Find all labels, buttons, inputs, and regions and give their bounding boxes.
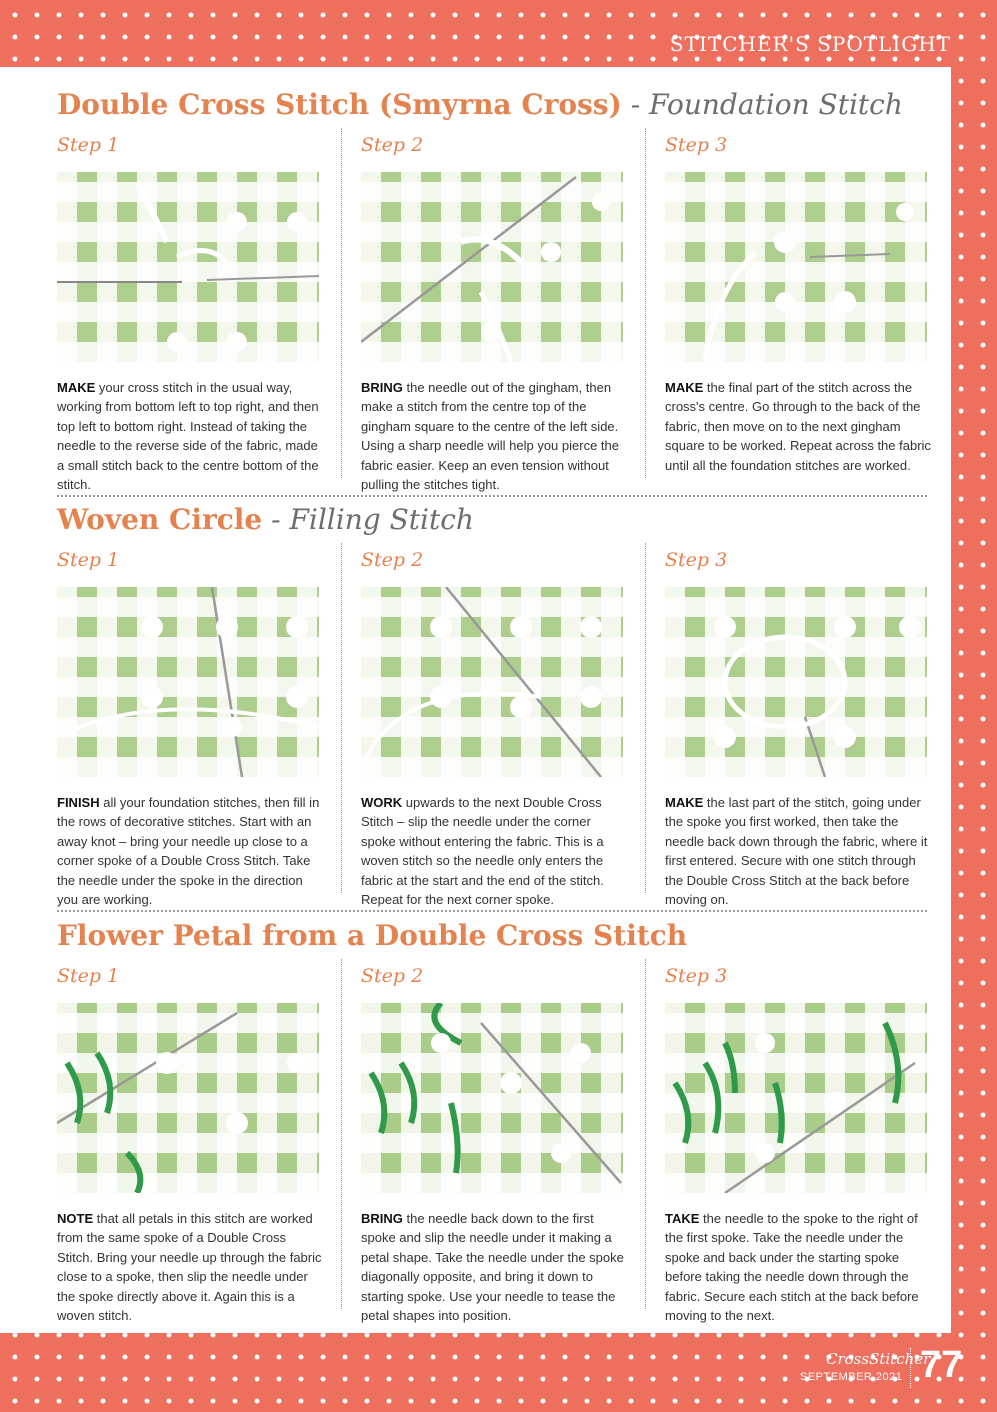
- footer-divider: [910, 1348, 911, 1388]
- step-text: all your foundation stitches, then fill in the rows of decorative stitches. Start with an away knot – bring your needle up close to a corner spoke of a Double Cross Stitch. Take the needle under the spoke in the direction you are working.: [57, 795, 320, 908]
- step-description: [57, 1209, 323, 1325]
- step-description: [665, 793, 931, 909]
- issue-date: SEPTEMBER 2021: [800, 1371, 903, 1383]
- step-label: Step 3: [665, 549, 728, 571]
- step-lead-word: BRING: [361, 1211, 403, 1226]
- step-text: the needle back down to the first spoke and slip the needle under it making a petal shape. Take the needle under the spoke diagonally opposite, and bring it down to starting spoke. Use your needle to tease the petal shapes into position.: [361, 1211, 624, 1324]
- section-title-main: Double Cross Stitch (Smyrna Cross): [57, 88, 622, 121]
- step-label: Step 2: [361, 134, 424, 156]
- section-title-separator: -: [621, 88, 650, 121]
- section-title: [57, 919, 687, 952]
- step-photo: [665, 1003, 927, 1193]
- step-text: your cross stitch in the usual way, working from bottom left to top right, and then top left to bottom right. Instead of taking the needle to the reverse side of the fabric, made a small stitch back to the centre bottom of the stitch.: [57, 380, 319, 493]
- section-divider: [57, 910, 927, 912]
- step-text: the final part of the stitch across the cross's centre. Go through to the back of the fabric, then move on to the next gingham square to be worked. Repeat across the fabric until all the foundation stitches are worked.: [665, 380, 931, 473]
- section-title: [57, 88, 903, 121]
- step-lead-word: MAKE: [57, 380, 96, 395]
- column-divider: [341, 959, 342, 1309]
- step-lead-word: BRING: [361, 380, 403, 395]
- step-lead-word: MAKE: [665, 795, 704, 810]
- column-divider: [645, 543, 646, 893]
- step-label: Step 3: [665, 134, 728, 156]
- step-photo: [665, 587, 927, 777]
- column-divider: [341, 128, 342, 478]
- magazine-logo: CrossStitcher: [826, 1350, 931, 1368]
- step-label: Step 1: [57, 965, 120, 987]
- step-photo: [57, 587, 319, 777]
- step-label: Step 1: [57, 134, 120, 156]
- step-photo: [57, 1003, 319, 1193]
- column-divider: [645, 959, 646, 1309]
- column-divider: [341, 543, 342, 893]
- step-photo: [57, 172, 319, 362]
- step-description: [361, 1209, 627, 1325]
- step-description: [665, 1209, 931, 1325]
- section-title-main: Woven Circle: [57, 503, 263, 536]
- section-title: [57, 503, 474, 536]
- step-description: [665, 378, 931, 475]
- step-photo: [361, 1003, 623, 1193]
- step-description: [57, 793, 323, 909]
- step-photo: [361, 172, 623, 362]
- step-photo: [665, 172, 927, 362]
- step-label: Step 3: [665, 965, 728, 987]
- step-label: Step 1: [57, 549, 120, 571]
- step-text: upwards to the next Double Cross Stitch – slip the needle under the corner spoke without entering the fabric. This is a woven stitch so the needle only enters the fabric at the start and the end of the stitch. Repeat for the next corner spoke.: [361, 795, 604, 908]
- section-title-separator: -: [262, 503, 290, 536]
- step-photo: [361, 587, 623, 777]
- step-lead-word: MAKE: [665, 380, 704, 395]
- step-text: that all petals in this stitch are worked from the same spoke of a Double Cross Stitch. Bring your needle up through the fabric close to a spoke, then slip the needle under the spoke directly above it. Again this is a woven stitch.: [57, 1211, 322, 1324]
- step-description: [57, 378, 323, 494]
- page-number: 77: [920, 1344, 963, 1386]
- column-divider: [645, 128, 646, 478]
- section-subtitle: Foundation Stitch: [649, 88, 903, 121]
- step-text: the needle to the spoke to the right of the first spoke. Take the needle under the spoke and back under the starting spoke before taking the needle down through the fabric. Secure each stitch at the back before moving to the next.: [665, 1211, 919, 1324]
- step-lead-word: NOTE: [57, 1211, 94, 1226]
- step-label: Step 2: [361, 965, 424, 987]
- step-lead-word: WORK: [361, 795, 403, 810]
- section-title-main: Flower Petal from a Double Cross Stitch: [57, 919, 688, 952]
- section-divider: [57, 495, 927, 497]
- step-label: Step 2: [361, 549, 424, 571]
- step-text: the last part of the stitch, going under the spoke you first worked, then take the needle back down through the fabric, where it first entered. Secure with one stitch through the Double Cross Stitch at the back before moving on.: [665, 795, 928, 908]
- step-text: the needle out of the gingham, then make a stitch from the centre top of the gingham square to the centre of the left side. Using a sharp needle will help you pierce the fabric easier. Keep an even tension without pulling the stitches tight.: [361, 380, 619, 493]
- page-header-title: STITCHER'S SPOTLIGHT: [669, 32, 951, 56]
- step-lead-word: FINISH: [57, 795, 100, 810]
- step-lead-word: TAKE: [665, 1211, 700, 1226]
- step-description: [361, 793, 627, 909]
- step-description: [361, 378, 627, 494]
- section-subtitle: Filling Stitch: [289, 503, 474, 536]
